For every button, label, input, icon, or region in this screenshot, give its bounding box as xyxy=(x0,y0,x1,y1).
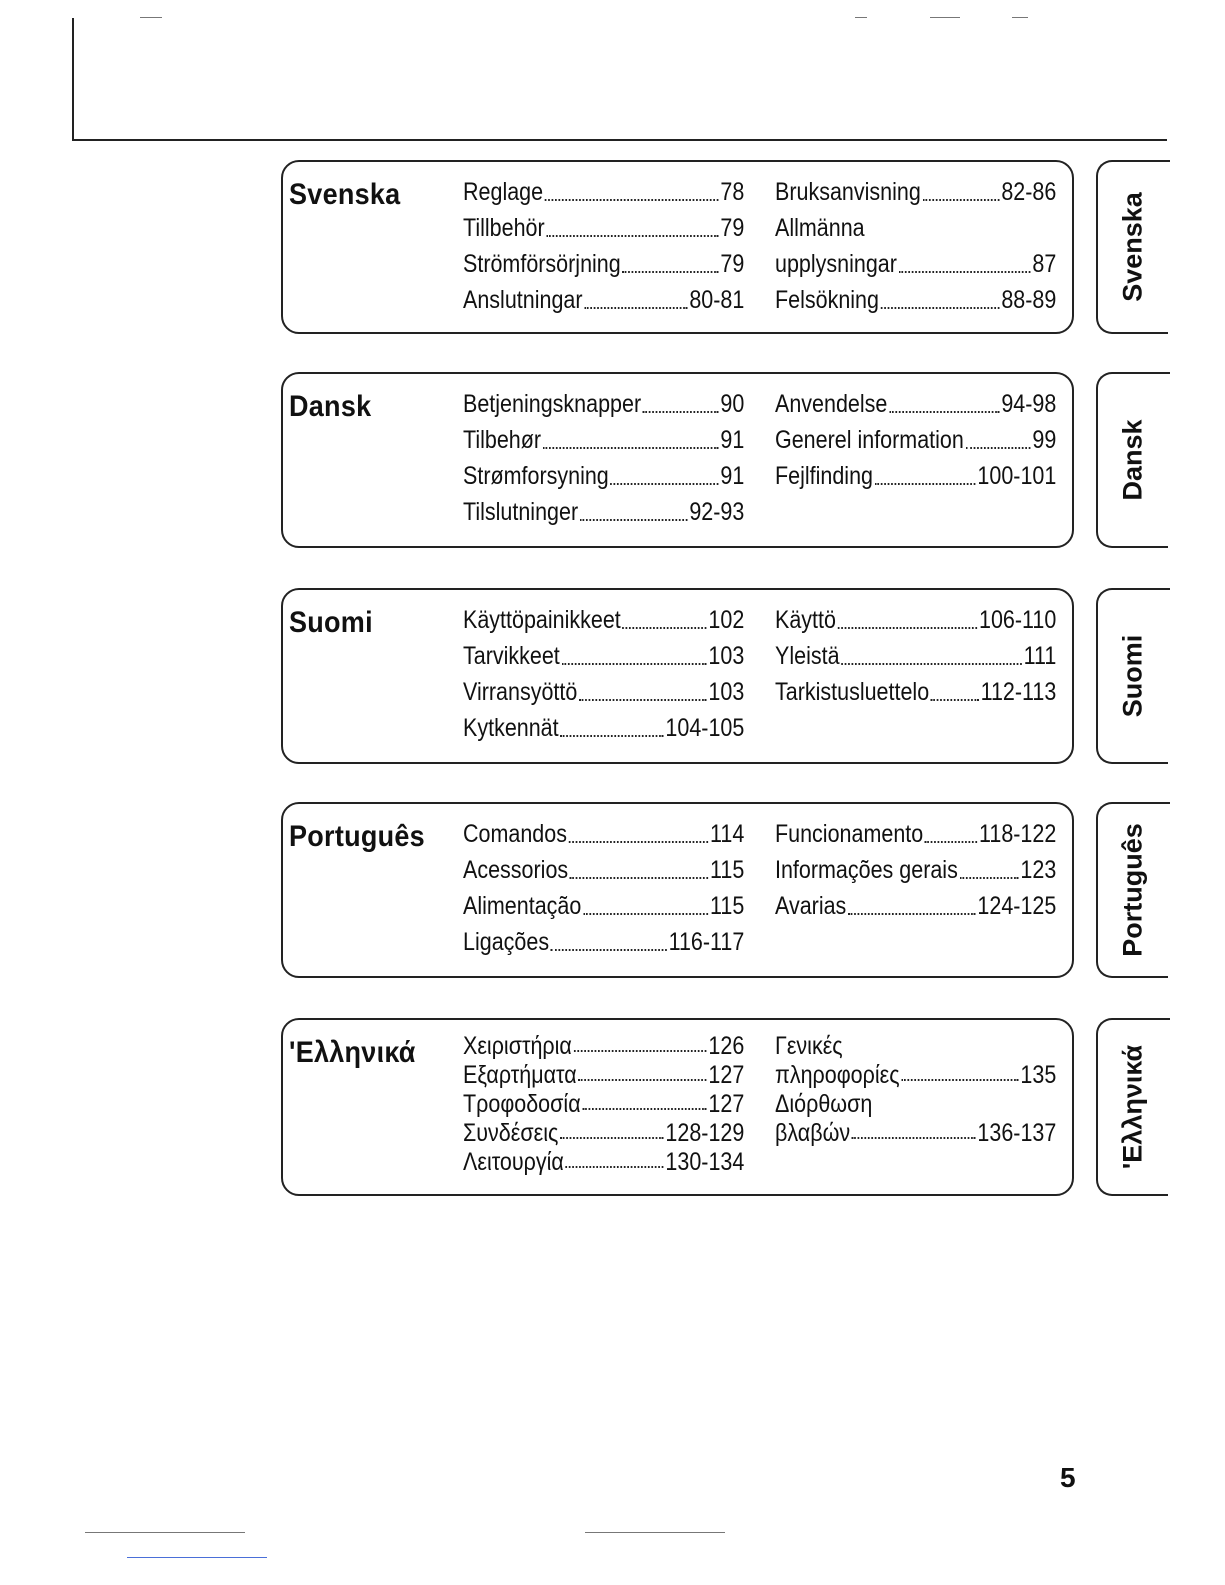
toc-entry-page: 114 xyxy=(710,820,745,848)
dot-leader xyxy=(580,519,688,521)
toc-column xyxy=(463,174,745,318)
dot-leader xyxy=(560,735,663,737)
toc-entry xyxy=(775,816,1056,852)
toc-entry-label: Διόρθωση xyxy=(775,1090,873,1118)
dot-leader xyxy=(560,1137,664,1139)
toc-entry xyxy=(463,494,744,530)
toc-entry-label: Allmänna xyxy=(775,214,865,242)
toc-entry-label: Anslutningar xyxy=(463,286,583,314)
toc-entry-page: 123 xyxy=(1020,856,1057,884)
toc-column xyxy=(775,816,1057,924)
dot-leader xyxy=(881,307,1000,309)
dot-leader xyxy=(562,663,707,665)
toc-entry-page: 130-134 xyxy=(665,1148,745,1176)
toc-entry xyxy=(463,1061,744,1090)
toc-entry-label: Χειριστήρια xyxy=(463,1032,572,1060)
toc-entry-label: Käyttö xyxy=(775,606,836,634)
toc-entry xyxy=(775,1119,1056,1148)
language-tab[interactable] xyxy=(1096,588,1168,764)
toc-entry-page: 90 xyxy=(720,390,745,418)
toc-entry-label: Informações gerais xyxy=(775,856,958,884)
language-tab[interactable] xyxy=(1096,372,1168,548)
dot-leader xyxy=(848,913,976,915)
toc-entry-page: 100-101 xyxy=(977,462,1057,490)
toc-entry-label: Τροφοδοσία xyxy=(463,1090,581,1118)
toc-entry xyxy=(463,422,744,458)
toc-entry-label: πληροφορίες xyxy=(775,1061,900,1089)
toc-entry-page: 106-110 xyxy=(978,606,1057,634)
toc-entry xyxy=(775,852,1056,888)
toc-entry-page: 104-105 xyxy=(665,714,745,742)
toc-entry-page: 103 xyxy=(708,678,745,706)
language-tab-label: Svenska xyxy=(1117,192,1148,302)
language-tab-label: Suomi xyxy=(1117,634,1148,718)
toc-entry xyxy=(775,674,1056,710)
dot-leader xyxy=(570,877,708,879)
toc-entry-page: 115 xyxy=(710,856,745,884)
toc-entry xyxy=(463,282,744,318)
toc-entry xyxy=(463,1032,744,1061)
toc-entry-label: Tilslutninger xyxy=(463,498,579,526)
language-tab-label: 'Ελληνικά xyxy=(1117,1044,1148,1170)
toc-entry-page: 118-122 xyxy=(978,820,1057,848)
toc-column xyxy=(775,602,1057,710)
dot-leader xyxy=(543,447,719,449)
toc-column xyxy=(463,816,745,960)
header-rule xyxy=(72,139,1167,141)
toc-entry-page: 128-129 xyxy=(665,1119,745,1147)
toc-entry-label: Funcionamento xyxy=(775,820,924,848)
language-tab-label: Português xyxy=(1117,823,1148,957)
dot-leader xyxy=(931,699,979,701)
toc-entry xyxy=(463,386,744,422)
dot-leader xyxy=(582,1108,706,1110)
toc-entry xyxy=(775,210,1056,246)
toc-entry-page: 116-117 xyxy=(668,928,745,956)
toc-entry-label: Avarias xyxy=(775,892,847,920)
toc-entry xyxy=(775,888,1056,924)
toc-column xyxy=(775,174,1057,318)
toc-entry xyxy=(463,816,744,852)
dot-leader xyxy=(569,841,709,843)
toc-entry xyxy=(775,246,1056,282)
toc-entry-label: Alimentação xyxy=(463,892,582,920)
dot-leader xyxy=(852,1137,976,1139)
language-title: Dansk xyxy=(289,390,372,423)
scan-artifact xyxy=(1012,17,1028,18)
toc-section xyxy=(281,1018,1074,1196)
language-tab[interactable] xyxy=(1096,1018,1168,1196)
toc-column xyxy=(463,602,745,746)
dot-leader xyxy=(546,235,718,237)
dot-leader xyxy=(923,199,1000,201)
language-tab-label: Dansk xyxy=(1117,419,1148,501)
toc-entry-page: 124-125 xyxy=(977,892,1057,920)
dot-leader xyxy=(643,411,719,413)
dot-leader xyxy=(574,1050,707,1052)
dot-leader xyxy=(899,271,1031,273)
toc-entry xyxy=(463,638,744,674)
toc-entry xyxy=(775,1061,1056,1090)
toc-entry-label: Virransyöttö xyxy=(463,678,578,706)
toc-entry-page: 135 xyxy=(1020,1061,1057,1089)
toc-entry xyxy=(775,638,1056,674)
dot-leader xyxy=(889,411,1000,413)
toc-entry xyxy=(463,246,744,282)
toc-entry-page: 87 xyxy=(1032,250,1057,278)
toc-entry-label: Strömförsörjning xyxy=(463,250,621,278)
toc-entry-label: Strømforsyning xyxy=(463,462,609,490)
dot-leader xyxy=(841,663,1022,665)
toc-entry xyxy=(463,674,744,710)
toc-entry-label: Bruksanvisning xyxy=(775,178,921,206)
dot-leader xyxy=(901,1079,1018,1081)
toc-entry-page: 111 xyxy=(1023,642,1057,670)
dot-leader xyxy=(584,307,687,309)
toc-entry-label: Betjeningsknapper xyxy=(463,390,642,418)
header-left-rule xyxy=(72,18,74,140)
dot-leader xyxy=(578,1079,706,1081)
toc-entry-page: 126 xyxy=(708,1032,745,1060)
toc-entry-label: Felsökning xyxy=(775,286,879,314)
toc-entry xyxy=(775,1090,1056,1119)
toc-entry xyxy=(463,1090,744,1119)
toc-column xyxy=(775,386,1057,494)
scan-artifact xyxy=(855,17,867,18)
toc-entry-label: βλαβών xyxy=(775,1119,851,1147)
toc-entry-page: 88-89 xyxy=(1001,286,1057,314)
toc-entry-page: 127 xyxy=(708,1090,745,1118)
toc-entry xyxy=(463,852,744,888)
toc-entry xyxy=(775,1032,1056,1061)
toc-entry-label: Ligações xyxy=(463,928,550,956)
toc-entry-page: 136-137 xyxy=(977,1119,1057,1147)
dot-leader xyxy=(966,447,1031,449)
toc-entry-page: 82-86 xyxy=(1001,178,1057,206)
footer-link-underline xyxy=(127,1557,267,1558)
toc-entry xyxy=(775,282,1056,318)
toc-entry-page: 99 xyxy=(1032,426,1057,454)
scan-artifact xyxy=(930,17,960,18)
language-tab[interactable] xyxy=(1096,160,1168,334)
toc-entry xyxy=(463,174,744,210)
page-number: 5 xyxy=(1060,1462,1076,1493)
toc-entry-label: Λειτουργία xyxy=(463,1148,564,1176)
toc-entry-page: 80-81 xyxy=(689,286,745,314)
scan-artifact xyxy=(85,1532,245,1533)
toc-entry xyxy=(463,210,744,246)
dot-leader xyxy=(545,199,719,201)
toc-section xyxy=(281,160,1074,334)
toc-entry xyxy=(775,422,1056,458)
toc-entry-page: 91 xyxy=(720,462,745,490)
toc-entry-label: Yleistä xyxy=(775,642,840,670)
toc-entry-label: Fejlfinding xyxy=(775,462,873,490)
toc-entry xyxy=(463,888,744,924)
toc-entry-page: 79 xyxy=(720,250,745,278)
toc-entry xyxy=(463,458,744,494)
toc-entry-page: 78 xyxy=(720,178,745,206)
dot-leader xyxy=(566,1166,664,1168)
toc-entry-page: 79 xyxy=(720,214,745,242)
scan-artifact xyxy=(585,1532,725,1533)
language-title: Svenska xyxy=(289,178,401,211)
toc-entry xyxy=(463,1148,744,1177)
dot-leader xyxy=(579,699,707,701)
toc-entry-page: 91 xyxy=(720,426,745,454)
dot-leader xyxy=(551,949,667,951)
toc-entry-label: Kytkennät xyxy=(463,714,559,742)
toc-entry xyxy=(775,386,1056,422)
toc-entry xyxy=(775,458,1056,494)
toc-entry-page: 102 xyxy=(708,606,745,634)
toc-column xyxy=(775,1032,1057,1148)
toc-entry-label: Γενικές xyxy=(775,1032,843,1060)
toc-entry-label: Generel information xyxy=(775,426,964,454)
toc-entry-label: Acessorios xyxy=(463,856,569,884)
toc-entry-label: Συνδέσεις xyxy=(463,1119,559,1147)
toc-entry-page: 127 xyxy=(708,1061,745,1089)
dot-leader xyxy=(838,627,978,629)
language-title: 'Ελληνικά xyxy=(289,1036,416,1069)
dot-leader xyxy=(622,271,718,273)
dot-leader xyxy=(583,913,708,915)
toc-entry-label: Anvendelse xyxy=(775,390,888,418)
language-tab[interactable] xyxy=(1096,802,1168,978)
toc-entry-label: Tarkistusluettelo xyxy=(775,678,930,706)
toc-section xyxy=(281,372,1074,548)
toc-entry-page: 103 xyxy=(708,642,745,670)
toc-entry-label: Käyttöpainikkeet xyxy=(463,606,621,634)
toc-entry xyxy=(463,924,744,960)
toc-entry-page: 94-98 xyxy=(1001,390,1057,418)
toc-entry-label: Εξαρτήματα xyxy=(463,1061,577,1089)
dot-leader xyxy=(925,841,977,843)
scan-artifact xyxy=(140,17,162,18)
toc-section xyxy=(281,588,1074,764)
dot-leader xyxy=(875,483,976,485)
dot-leader xyxy=(960,877,1019,879)
toc-entry-label: Tillbehör xyxy=(463,214,545,242)
toc-entry-label: Reglage xyxy=(463,178,544,206)
toc-entry-label: Tarvikkeet xyxy=(463,642,560,670)
toc-column xyxy=(463,386,745,530)
toc-entry-label: Tilbehør xyxy=(463,426,542,454)
toc-entry-label: upplysningar xyxy=(775,250,897,278)
toc-entry-label: Comandos xyxy=(463,820,567,848)
toc-entry xyxy=(775,174,1056,210)
dot-leader xyxy=(622,627,706,629)
toc-entry xyxy=(463,710,744,746)
dot-leader xyxy=(610,483,718,485)
toc-entry-page: 92-93 xyxy=(689,498,745,526)
toc-entry xyxy=(775,602,1056,638)
language-title: Português xyxy=(289,820,425,853)
toc-column xyxy=(463,1032,745,1177)
language-title: Suomi xyxy=(289,606,373,639)
toc-entry xyxy=(463,1119,744,1148)
toc-section xyxy=(281,802,1074,978)
toc-entry-page: 115 xyxy=(710,892,745,920)
toc-entry xyxy=(463,602,744,638)
toc-entry-page: 112-113 xyxy=(980,678,1057,706)
